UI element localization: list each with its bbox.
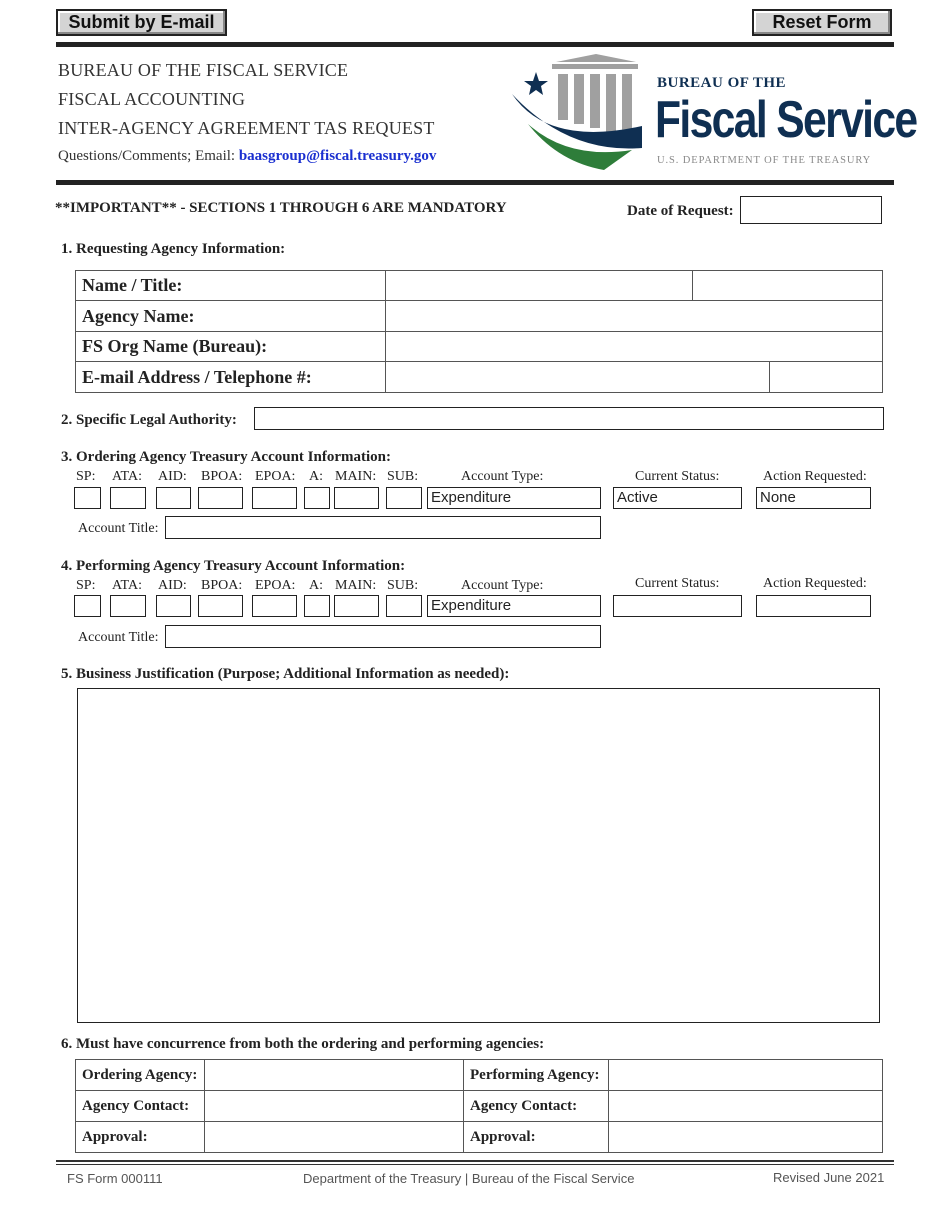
s3-main-label: MAIN: [335, 469, 377, 484]
s3-bpoa-label: BPOA: [201, 469, 243, 484]
footer-rule-2 [56, 1164, 894, 1165]
s4-sp-input[interactable] [74, 595, 101, 617]
name-input[interactable] [386, 271, 693, 301]
email-input[interactable] [386, 362, 770, 392]
s4-aid-label: AID: [158, 578, 187, 593]
performing-approval-input[interactable] [609, 1122, 883, 1153]
s3-sub-label: SUB: [387, 469, 419, 484]
top-rule [56, 42, 894, 47]
name-title-label: Name / Title: [76, 271, 386, 301]
performing-approval-label: Approval: [464, 1122, 609, 1153]
s3-account-title-input[interactable] [165, 516, 601, 539]
s4-a-label: A: [309, 578, 323, 593]
reset-form-button[interactable]: Reset Form [752, 9, 892, 36]
header-contact [58, 148, 436, 165]
s4-account-title-label: Account Title: [78, 630, 159, 645]
ordering-agency-label: Ordering Agency: [76, 1060, 205, 1091]
concurrence-table [75, 1059, 883, 1153]
s4-main-label: MAIN: [335, 578, 377, 593]
legal-authority-input[interactable] [254, 407, 884, 430]
s3-epoa-label: EPOA: [255, 469, 296, 484]
s4-sub-label: SUB: [387, 578, 419, 593]
important-notice: **IMPORTANT** - SECTIONS 1 THROUGH 6 ARE MANDATORY [55, 200, 507, 216]
business-justification-textarea[interactable] [77, 688, 880, 1023]
section4-title: 4. Performing Agency Treasury Account Information: [61, 558, 406, 574]
header-bureau: BUREAU OF THE FISCAL SERVICE [58, 60, 349, 80]
footer-form-number: FS Form 000111 [67, 1171, 163, 1186]
s4-bpoa-input[interactable] [198, 595, 243, 617]
s3-action-requested-select[interactable]: None [756, 487, 871, 509]
logo-bureau-of-the: BUREAU OF THE [657, 75, 787, 91]
ordering-approval-label: Approval: [76, 1122, 205, 1153]
s4-epoa-input[interactable] [252, 595, 297, 617]
s4-current-status-label: Current Status: [635, 576, 720, 591]
contact-email-link[interactable]: baasgroup@fiscal.treasury.gov [238, 148, 437, 164]
s4-a-input[interactable] [304, 595, 330, 617]
fs-org-name-label: FS Org Name (Bureau): [76, 332, 386, 362]
fs-org-name-input[interactable] [386, 332, 883, 362]
header-form-title: INTER-AGENCY AGREEMENT TAS REQUEST [58, 118, 435, 138]
s3-a-input[interactable] [304, 487, 330, 509]
s4-epoa-label: EPOA: [255, 578, 296, 593]
performing-contact-input[interactable] [609, 1091, 883, 1122]
agency-name-label: Agency Name: [76, 301, 386, 332]
s4-bpoa-label: BPOA: [201, 578, 243, 593]
logo-fiscal-service: Fiscal Service [655, 91, 917, 149]
footer-rule-1 [56, 1160, 894, 1162]
agency-name-input[interactable] [386, 301, 883, 332]
contact-label: Questions/Comments; Email: [58, 148, 236, 164]
s4-main-input[interactable] [334, 595, 379, 617]
requesting-agency-table [75, 270, 883, 393]
s3-action-requested-label: Action Requested: [763, 469, 867, 484]
date-of-request-input[interactable] [740, 196, 882, 224]
s4-ata-input[interactable] [110, 595, 146, 617]
email-telephone-label: E-mail Address / Telephone #: [76, 362, 386, 393]
ordering-agency-input[interactable] [205, 1060, 464, 1091]
s3-main-input[interactable] [334, 487, 379, 509]
date-of-request-label: Date of Request: [627, 203, 734, 219]
performing-agency-label: Performing Agency: [464, 1060, 609, 1091]
performing-agency-input[interactable] [609, 1060, 883, 1091]
section2-title: 2. Specific Legal Authority: [61, 412, 237, 428]
s3-bpoa-input[interactable] [198, 487, 243, 509]
s3-account-type-label: Account Type: [461, 469, 544, 484]
s3-sp-label: SP: [76, 469, 96, 484]
s4-sub-input[interactable] [386, 595, 422, 617]
section1-title: 1. Requesting Agency Information: [61, 241, 286, 257]
s3-current-status-label: Current Status: [635, 469, 720, 484]
s4-ata-label: ATA: [112, 578, 142, 593]
s3-aid-input[interactable] [156, 487, 191, 509]
email-telephone-cell [386, 362, 883, 393]
title-input[interactable] [693, 271, 883, 301]
s3-account-title-label: Account Title: [78, 521, 159, 536]
performing-contact-label: Agency Contact: [464, 1091, 609, 1122]
s4-action-requested-select[interactable] [756, 595, 871, 617]
s3-aid-label: AID: [158, 469, 187, 484]
s3-a-label: A: [309, 469, 323, 484]
s3-sub-input[interactable] [386, 487, 422, 509]
s3-account-type-select[interactable]: Expenditure [427, 487, 601, 509]
section6-title: 6. Must have concurrence from both the ordering and performing agencies: [61, 1036, 545, 1052]
ordering-contact-label: Agency Contact: [76, 1091, 205, 1122]
s4-aid-input[interactable] [156, 595, 191, 617]
ordering-contact-input[interactable] [205, 1091, 464, 1122]
s3-sp-input[interactable] [74, 487, 101, 509]
s4-sp-label: SP: [76, 578, 96, 593]
section5-title: 5. Business Justification (Purpose; Additional Information as needed): [61, 666, 510, 682]
s4-account-type-label: Account Type: [461, 578, 544, 593]
s3-epoa-input[interactable] [252, 487, 297, 509]
s4-action-requested-label: Action Requested: [763, 576, 867, 591]
logo-dept-treasury: U.S. DEPARTMENT OF THE TREASURY [657, 155, 872, 166]
fiscal-service-logo-emblem [508, 52, 648, 174]
header-rule [56, 180, 894, 185]
s3-current-status-select[interactable]: Active [613, 487, 742, 509]
s4-account-type-select[interactable]: Expenditure [427, 595, 601, 617]
s3-ata-input[interactable] [110, 487, 146, 509]
s3-ata-label: ATA: [112, 469, 142, 484]
submit-by-email-button[interactable]: Submit by E-mail [56, 9, 227, 36]
s4-account-title-input[interactable] [165, 625, 601, 648]
telephone-input[interactable] [770, 362, 882, 392]
footer-department: Department of the Treasury | Bureau of the Fiscal Service [303, 1171, 635, 1186]
header-fiscal-accounting: FISCAL ACCOUNTING [58, 89, 246, 109]
s4-current-status-select[interactable] [613, 595, 742, 617]
footer-revised: Revised June 2021 [773, 1170, 885, 1185]
section3-title: 3. Ordering Agency Treasury Account Information: [61, 449, 391, 465]
ordering-approval-input[interactable] [205, 1122, 464, 1153]
